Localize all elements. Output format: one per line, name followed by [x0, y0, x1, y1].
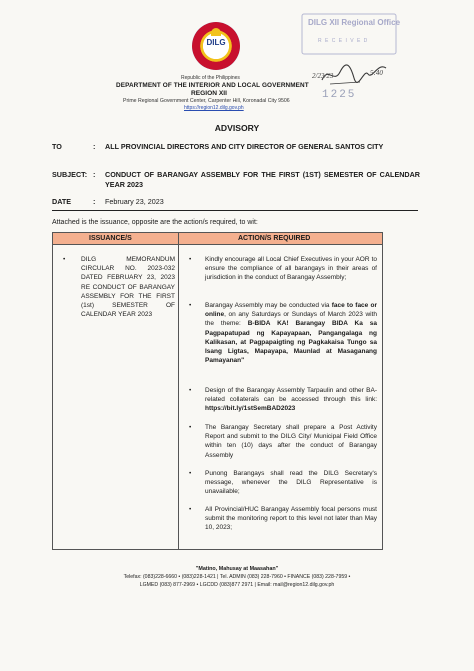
- subject-label: SUBJECT:: [52, 170, 88, 179]
- issuance-table: [52, 232, 383, 550]
- action-text-2: Barangay Assembly may be conducted via face to face or online, on any Saturdays or Sundays of March 2023 with the theme: B-BIDA KA! Barangay BIDA Ka sa Pagpapatupad ng Kapayapaan, Pangangalaga ng Kalikasan, at Pagpapaigting ng Pagkakaisa Tungo sa Isang Ligtas, Mapayapa, Maunlad at Masaganang Pamayanan": [205, 302, 377, 365]
- to-colon: :: [93, 142, 96, 151]
- to-value: ALL PROVINCIAL DIRECTORS AND CITY DIRECTOR OF GENERAL SANTOS CITY: [105, 142, 384, 151]
- header-divider: [52, 210, 418, 211]
- footer-contact-line-1: Telefax: (083)228-6660 • (083)228-1421 | Tel. ADMIN (083) 228-7960 • FINANCE (083) 228-7959 •: [123, 574, 351, 580]
- subject-colon: :: [93, 170, 96, 179]
- department-name: DEPARTMENT OF THE INTERIOR AND LOCAL GOVERNMENT: [116, 82, 309, 89]
- col-actions-header: ACTION/S REQUIRED: [238, 235, 311, 242]
- tarpaulin-link[interactable]: https://bit.ly/1stSemBAD2023: [205, 405, 296, 413]
- region-name: REGION XII: [191, 90, 227, 97]
- col-issuance-header: ISSUANCE/S: [89, 235, 132, 242]
- intro-text: Attached is the issuance, opposite are the action/s required, to wit:: [52, 219, 258, 226]
- column-divider: [178, 233, 179, 549]
- stamp-number: 1225: [322, 89, 357, 101]
- action-text-6: All Provincial/HUC Barangay Assembly focal persons must submit the monitoring report to this level not later than May 10, 2023;: [205, 506, 377, 532]
- stamp-time: 5:40: [370, 69, 383, 77]
- footer-contact-line-2: LGMED (083) 877-2969 • LGCDD (083)877 2971 | Email: mail@region12.dilg.gov.ph: [139, 582, 335, 588]
- seal-text: DILG: [206, 38, 226, 47]
- bullet-icon: •: [189, 387, 192, 394]
- bullet-icon: •: [189, 424, 192, 431]
- action-text-4: The Barangay Secretary shall prepare a Post Activity Report and submit to the DILG City/ Municipal Field Office within ten (10) days after the conduct of Barangay Assembly: [205, 424, 377, 459]
- table-header-row: [53, 233, 382, 245]
- to-label: TO: [52, 142, 62, 151]
- dilg-seal-logo: [192, 22, 240, 70]
- bullet-icon: •: [63, 256, 66, 263]
- bullet-icon: •: [189, 302, 192, 309]
- date-label: DATE: [52, 197, 72, 206]
- issuance-text: DILG MEMORANDUM CIRCULAR NO. 2023-032 DATED FEBRUARY 23, 2023 RE CONDUCT OF BARANGAY ASSEMBLY FOR THE FIRST (1st) SEMESTER OF CALENDAR YEAR 2023: [81, 256, 175, 319]
- bullet-icon: •: [189, 470, 192, 477]
- bullet-icon: •: [189, 506, 192, 513]
- action-text-3: Design of the Barangay Assembly Tarpaulin and other BA-related collaterals can be accessed through this link: https://bit.ly/1stSemBAD2023: [205, 387, 377, 413]
- document-title: ADVISORY: [214, 123, 260, 133]
- stamp-office: DILG XII Regional Office: [308, 18, 401, 27]
- action-text-5: Punong Barangays shall read the DILG Secretary's message, whenever the DILG Representative is unavailable;: [205, 470, 377, 496]
- stamp-date: 2/23/23: [312, 72, 334, 80]
- office-address: Prime Regional Government Center, Carpenter Hill, Koronadal City 9506: [123, 98, 290, 104]
- sun-icon: [211, 28, 221, 36]
- date-colon: :: [93, 197, 96, 206]
- bullet-icon: •: [189, 256, 192, 263]
- action-text-1: Kindly encourage all Local Chief Executives in your AOR to ensure the compliance of all barangays in their areas of jurisdiction in the conduct of Barangay Assembly;: [205, 256, 377, 282]
- stamp-received: R E C E I V E D: [318, 38, 369, 44]
- date-value: February 23, 2023: [105, 197, 164, 206]
- subject-value: CONDUCT OF BARANGAY ASSEMBLY FOR THE FIRST (1ST) SEMESTER OF CALENDAR YEAR 2023: [105, 170, 420, 189]
- footer-motto: "Matino, Mahusay at Maasahan": [195, 566, 279, 572]
- website-link[interactable]: https://region12.dilg.gov.ph: [184, 105, 244, 111]
- republic-label: Republic of the Philippines: [181, 75, 240, 81]
